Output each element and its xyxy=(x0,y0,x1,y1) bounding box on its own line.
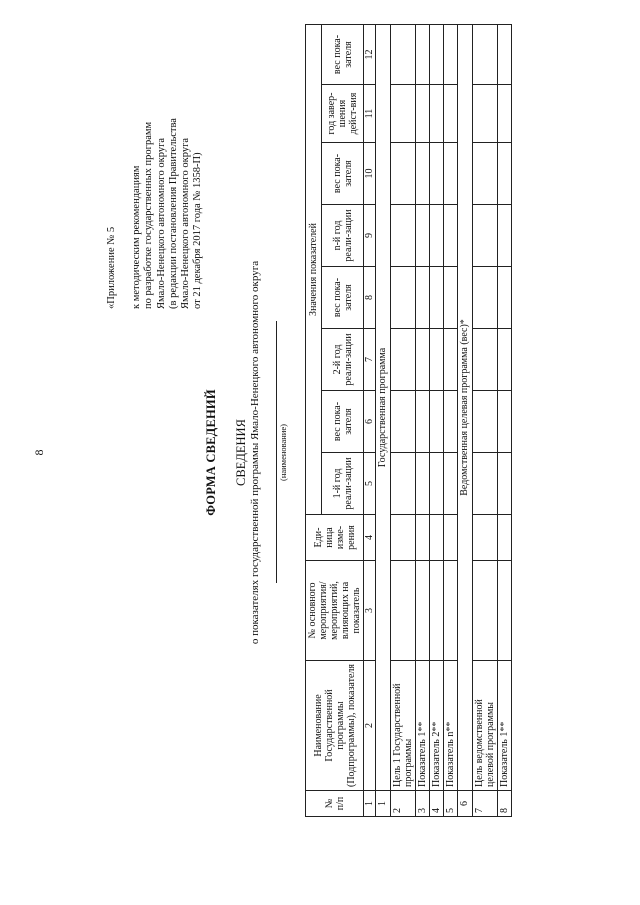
table-row xyxy=(430,24,444,816)
header-name: Наименование Государственной программы (Подпрограммы), показателя xyxy=(306,661,364,791)
table-row xyxy=(458,24,473,816)
column-number-row xyxy=(364,24,376,816)
header-year-n: n-й год реали-зации xyxy=(322,205,364,267)
section-title: Государственная программа xyxy=(376,24,391,790)
header-year-2: 2-й год реали-зации xyxy=(322,329,364,391)
appendix-line: (в редакции постановления Правительства xyxy=(167,118,179,309)
header-weight-final: вес пока-зателя xyxy=(322,24,364,84)
appendix-line: Ямало-Ненецкого автономного округа xyxy=(180,137,192,309)
column-number: 5 xyxy=(364,453,376,515)
column-number: 6 xyxy=(364,391,376,453)
name-caption: (наименование) xyxy=(278,423,288,482)
row-num: 4 xyxy=(430,791,444,817)
row-name: Показатель n** xyxy=(444,661,458,791)
header-weight-1: вес пока-зателя xyxy=(322,391,364,453)
table-row xyxy=(444,24,458,816)
row-num: 1 xyxy=(376,791,391,817)
column-number: 9 xyxy=(364,205,376,267)
column-number: 1 xyxy=(364,791,376,817)
row-num: 5 xyxy=(444,791,458,817)
row-name: Показатель 1** xyxy=(498,661,512,791)
row-name: Цель ведомственной целевой программы xyxy=(473,661,498,791)
header-unit: Еди-ница изме-рения xyxy=(306,515,364,561)
appendix-line: по разработке государственных программ xyxy=(143,121,155,309)
header-num: № п/п xyxy=(306,791,364,817)
indicators-table xyxy=(305,24,512,817)
section-title: Ведомственная целевая программа (вес)* xyxy=(458,24,473,790)
appendix-line: от 21 декабря 2017 года № 1358-П) xyxy=(192,152,204,309)
header-values-group: Значения показателей xyxy=(306,24,322,514)
column-number: 11 xyxy=(364,85,376,143)
appendix-line: к методическим рекомендациям xyxy=(131,165,143,309)
form-description: о показателях государственной программы Ямало-Ненецкого автономного округа xyxy=(249,260,261,645)
column-number: 8 xyxy=(364,267,376,329)
table-row xyxy=(376,24,391,816)
table-row xyxy=(391,24,416,816)
appendix-line: Ямало-Ненецкого автономного округа xyxy=(155,137,167,309)
header-year-1: 1-й год реали-зации xyxy=(322,453,364,515)
table-row xyxy=(473,24,498,816)
table-row xyxy=(416,24,430,816)
row-num: 7 xyxy=(473,791,498,817)
appendix-title: «Приложение № 5 xyxy=(106,226,117,309)
page-number: 8 xyxy=(32,449,46,456)
column-number: 10 xyxy=(364,143,376,205)
column-number: 4 xyxy=(364,515,376,561)
row-name: Цель 1 Государственной программы xyxy=(391,661,416,791)
row-num: 3 xyxy=(416,791,430,817)
table-row xyxy=(498,24,512,816)
row-num: 6 xyxy=(458,791,473,817)
column-number: 7 xyxy=(364,329,376,391)
form-subtitle: СВЕДЕНИЯ xyxy=(234,419,248,486)
header-weight-n: вес пока-зателя xyxy=(322,143,364,205)
name-underline xyxy=(276,321,277,583)
appendix-header xyxy=(106,19,204,309)
column-number: 12 xyxy=(364,24,376,84)
row-num: 2 xyxy=(391,791,416,817)
form-title: ФОРМА СВЕДЕНИЙ xyxy=(204,389,218,516)
row-name: Показатель 1** xyxy=(416,661,430,791)
header-event: № основного мероприятия/ мероприятий, влияющих на показатель xyxy=(306,561,364,661)
column-number: 3 xyxy=(364,561,376,661)
row-name: Показатель 2** xyxy=(430,661,444,791)
header-weight-2: вес пока-зателя xyxy=(322,267,364,329)
row-num: 8 xyxy=(498,791,512,817)
header-final-year: год завер-шения дейст-вия xyxy=(322,85,364,143)
column-number: 2 xyxy=(364,661,376,791)
